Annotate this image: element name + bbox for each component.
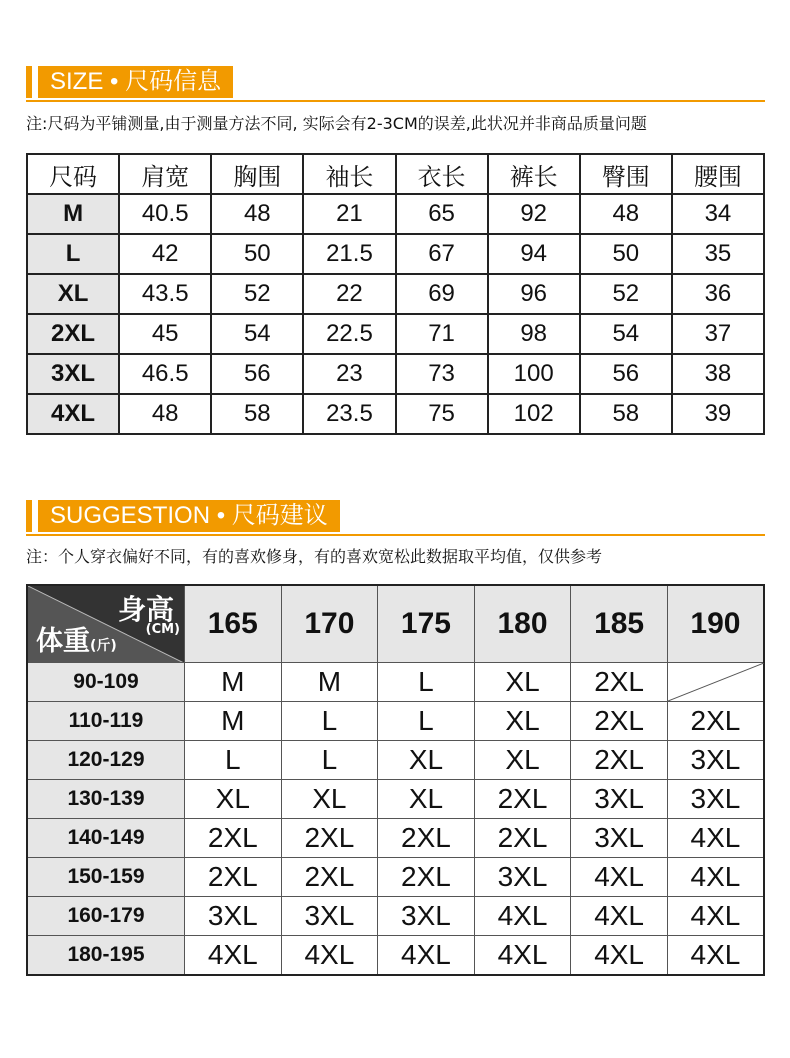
- height-header-cell: 180: [474, 585, 571, 663]
- recommended-size-cell: L: [281, 741, 378, 780]
- measurement-cell: 42: [119, 234, 211, 274]
- measurement-cell: 50: [580, 234, 672, 274]
- suggestion-table-row: [27, 936, 764, 976]
- suggestion-table: [26, 584, 765, 976]
- size-label-cell: M: [27, 194, 119, 234]
- recommended-size-cell: 3XL: [378, 897, 475, 936]
- header-cell: 袖长: [303, 154, 395, 194]
- corner-header-cell: [27, 585, 185, 663]
- recommended-size-cell: 2XL: [281, 858, 378, 897]
- weight-range-cell: 140-149: [27, 819, 185, 858]
- recommended-size-cell: XL: [281, 780, 378, 819]
- measurement-cell: 67: [396, 234, 488, 274]
- accent-bar: [26, 66, 32, 98]
- size-label-cell: 4XL: [27, 394, 119, 434]
- recommended-size-cell: 4XL: [667, 897, 764, 936]
- recommended-size-cell: L: [378, 702, 475, 741]
- recommended-size-cell: XL: [185, 780, 282, 819]
- size-section-header: [0, 62, 765, 102]
- recommended-size-cell: XL: [474, 663, 571, 702]
- recommended-size-cell: 2XL: [571, 741, 668, 780]
- recommended-size-cell: XL: [378, 780, 475, 819]
- diagonal-slash: [668, 663, 764, 701]
- measurement-cell: 34: [672, 194, 764, 234]
- measurement-cell: 54: [580, 314, 672, 354]
- suggestion-table-header-row: [27, 585, 764, 663]
- recommended-size-cell: XL: [378, 741, 475, 780]
- header-cell: 胸围: [211, 154, 303, 194]
- height-header-cell: 170: [281, 585, 378, 663]
- measurement-cell: 54: [211, 314, 303, 354]
- suggestion-section-title: SUGGESTION • 尺码建议: [38, 500, 340, 532]
- weight-range-cell: 150-159: [27, 858, 185, 897]
- size-label-cell: XL: [27, 274, 119, 314]
- recommended-size-cell: 2XL: [474, 819, 571, 858]
- recommended-size-cell: 2XL: [185, 819, 282, 858]
- measurement-cell: 23: [303, 354, 395, 394]
- recommended-size-cell: XL: [474, 741, 571, 780]
- recommended-size-cell: M: [185, 702, 282, 741]
- recommended-size-cell: M: [281, 663, 378, 702]
- recommended-size-cell: 2XL: [571, 663, 668, 702]
- recommended-size-cell: XL: [474, 702, 571, 741]
- recommended-size-cell: 4XL: [571, 936, 668, 976]
- measurement-cell: 35: [672, 234, 764, 274]
- height-label: 身高: [117, 593, 174, 626]
- recommended-size-cell: 2XL: [378, 819, 475, 858]
- recommended-size-cell: 2XL: [667, 702, 764, 741]
- size-table-row: [27, 234, 764, 274]
- suggestion-table-row: [27, 819, 764, 858]
- measurement-cell: 40.5: [119, 194, 211, 234]
- recommended-size-cell: 4XL: [571, 858, 668, 897]
- recommended-size-cell: 4XL: [667, 936, 764, 976]
- size-table-row: [27, 354, 764, 394]
- section-divider: [26, 100, 765, 102]
- recommended-size-cell: 2XL: [571, 702, 668, 741]
- measurement-cell: 65: [396, 194, 488, 234]
- recommended-size-cell: 3XL: [667, 780, 764, 819]
- measurement-cell: 92: [488, 194, 580, 234]
- measurement-cell: 48: [580, 194, 672, 234]
- measurement-cell: 96: [488, 274, 580, 314]
- size-table-row: [27, 394, 764, 434]
- header-cell: 裤长: [488, 154, 580, 194]
- measurement-cell: 94: [488, 234, 580, 274]
- header-cell: 臀围: [580, 154, 672, 194]
- height-header-cell: 175: [378, 585, 475, 663]
- recommended-size-cell: 2XL: [281, 819, 378, 858]
- suggestion-note: 注：个人穿衣偏好不同，有的喜欢修身，有的喜欢宽松此数据取平均值，仅供参考: [26, 547, 603, 566]
- weight-label-group: [36, 619, 117, 658]
- header-cell: 尺码: [27, 154, 119, 194]
- measurement-cell: 43.5: [119, 274, 211, 314]
- measurement-cell: 56: [580, 354, 672, 394]
- measurement-cell: 38: [672, 354, 764, 394]
- weight-unit: (斤): [90, 638, 117, 654]
- recommended-size-cell: 2XL: [378, 858, 475, 897]
- header-cell: 衣长: [396, 154, 488, 194]
- measurement-cell: 23.5: [303, 394, 395, 434]
- suggestion-table-row: [27, 663, 764, 702]
- measurement-cell: 100: [488, 354, 580, 394]
- measurement-cell: 48: [119, 394, 211, 434]
- size-label-cell: L: [27, 234, 119, 274]
- height-header-cell: 185: [571, 585, 668, 663]
- weight-range-cell: 110-119: [27, 702, 185, 741]
- weight-range-cell: 90-109: [27, 663, 185, 702]
- weight-range-cell: 160-179: [27, 897, 185, 936]
- size-table-row: [27, 314, 764, 354]
- recommended-size-cell: L: [378, 663, 475, 702]
- size-label-cell: 3XL: [27, 354, 119, 394]
- measurement-cell: 21.5: [303, 234, 395, 274]
- suggestion-section-header: [0, 496, 765, 536]
- accent-bar: [26, 500, 32, 532]
- height-header-cell: 190: [667, 585, 764, 663]
- measurement-cell: 98: [488, 314, 580, 354]
- weight-range-cell: 180-195: [27, 936, 185, 976]
- recommended-size-cell: 2XL: [474, 780, 571, 819]
- weight-label: 体重: [36, 626, 90, 657]
- measurement-cell: 102: [488, 394, 580, 434]
- measurement-cell: 69: [396, 274, 488, 314]
- size-label-cell: 2XL: [27, 314, 119, 354]
- suggestion-table-row: [27, 858, 764, 897]
- section-divider: [26, 534, 765, 536]
- measurement-cell: 37: [672, 314, 764, 354]
- recommended-size-cell: 3XL: [667, 741, 764, 780]
- recommended-size-cell: 4XL: [281, 936, 378, 976]
- measurement-cell: 46.5: [119, 354, 211, 394]
- weight-range-cell: 130-139: [27, 780, 185, 819]
- measurement-cell: 58: [211, 394, 303, 434]
- measurement-cell: 71: [396, 314, 488, 354]
- measurement-cell: 22.5: [303, 314, 395, 354]
- not-applicable-cell: [667, 663, 764, 702]
- recommended-size-cell: 4XL: [474, 936, 571, 976]
- recommended-size-cell: 3XL: [281, 897, 378, 936]
- recommended-size-cell: 4XL: [378, 936, 475, 976]
- measurement-cell: 22: [303, 274, 395, 314]
- measurement-cell: 58: [580, 394, 672, 434]
- recommended-size-cell: 4XL: [185, 936, 282, 976]
- header-cell: 腰围: [672, 154, 764, 194]
- size-section-title: SIZE • 尺码信息: [38, 66, 233, 98]
- size-note: 注:尺码为平铺测量,由于测量方法不同, 实际会有2-3CM的误差,此状况并非商品质量问题: [26, 114, 647, 133]
- measurement-cell: 75: [396, 394, 488, 434]
- measurement-cell: 52: [211, 274, 303, 314]
- suggestion-table-row: [27, 702, 764, 741]
- height-header-cell: 165: [185, 585, 282, 663]
- header-cell: 肩宽: [119, 154, 211, 194]
- recommended-size-cell: 3XL: [474, 858, 571, 897]
- height-unit: (CM): [145, 622, 180, 637]
- recommended-size-cell: 4XL: [667, 858, 764, 897]
- measurement-cell: 21: [303, 194, 395, 234]
- recommended-size-cell: 3XL: [185, 897, 282, 936]
- measurement-cell: 52: [580, 274, 672, 314]
- recommended-size-cell: 4XL: [474, 897, 571, 936]
- suggestion-table-row: [27, 780, 764, 819]
- suggestion-table-row: [27, 741, 764, 780]
- recommended-size-cell: 4XL: [667, 819, 764, 858]
- measurement-cell: 45: [119, 314, 211, 354]
- measurement-cell: 56: [211, 354, 303, 394]
- recommended-size-cell: M: [185, 663, 282, 702]
- measurement-cell: 50: [211, 234, 303, 274]
- recommended-size-cell: L: [281, 702, 378, 741]
- measurement-cell: 39: [672, 394, 764, 434]
- size-table: [26, 153, 765, 435]
- measurement-cell: 36: [672, 274, 764, 314]
- size-table-row: [27, 194, 764, 234]
- recommended-size-cell: 4XL: [571, 897, 668, 936]
- recommended-size-cell: L: [185, 741, 282, 780]
- measurement-cell: 48: [211, 194, 303, 234]
- recommended-size-cell: 3XL: [571, 819, 668, 858]
- size-table-header-row: [27, 154, 764, 194]
- measurement-cell: 73: [396, 354, 488, 394]
- recommended-size-cell: 2XL: [185, 858, 282, 897]
- recommended-size-cell: 3XL: [571, 780, 668, 819]
- size-table-row: [27, 274, 764, 314]
- suggestion-table-row: [27, 897, 764, 936]
- weight-range-cell: 120-129: [27, 741, 185, 780]
